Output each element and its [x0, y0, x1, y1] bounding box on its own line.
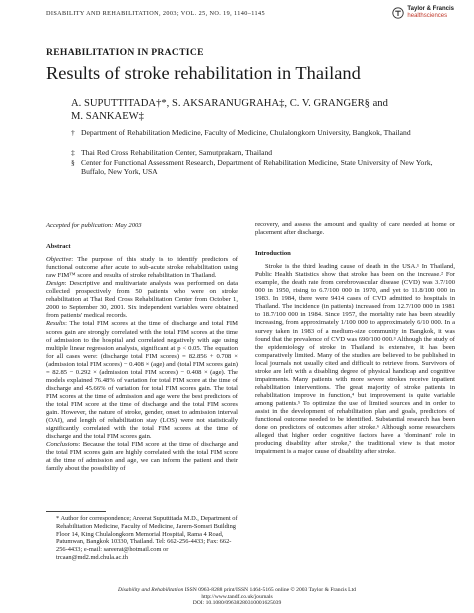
abstract-results: [46, 320, 238, 441]
abstract-heading: Abstract: [46, 243, 71, 251]
author-line-2: M. SANKAEW‡: [71, 111, 144, 122]
conclusions-text: : Because the total FIM score at the time of discharge and the total FIM scores gain are highly correlated with the total FIM score at the time of admission and age, we can inform the patient and their family about the possibility of: [46, 441, 238, 473]
left-column: [46, 222, 238, 473]
publisher-logo: [392, 6, 454, 19]
affiliation-symbol: ‡: [71, 148, 75, 157]
footnote-divider: [46, 511, 106, 512]
affiliation-text: Thai Red Cross Rehabilitation Center, Samutprakarn, Thailand: [81, 148, 273, 157]
results-label: Results: [46, 320, 66, 328]
objective-label: Objective: [46, 256, 72, 264]
author-list: [71, 97, 461, 123]
journal-issn: ISSN 0963-8288 print/ISSN 1464-5165 online © 2003 Taylor & Francis Ltd: [183, 587, 356, 593]
affiliation-symbol: §: [71, 158, 75, 167]
journal-title: Disability and Rehabilitation: [118, 587, 184, 593]
design-text: : Descriptive and multivariate analysis was performed on data collected prospectively from 50 patients who were on stroke rehabilitation at Thai Red Cross Rehabilitation Center from October 1, 2000 to September 30, 2001. Six independent variables were obtained from patients' medical records.: [46, 280, 238, 320]
article-title: Results of stroke rehabilitation in Thailand: [46, 63, 361, 83]
journal-info: [0, 587, 474, 607]
journal-issn-line: [0, 587, 474, 594]
running-header: DISABILITY AND REHABILITATION, 2003; VOL. 25, NO. 19, 1140–1145: [46, 10, 265, 17]
publisher-emblem-icon: [392, 7, 404, 19]
accepted-date: Accepted for publication: May 2003: [46, 222, 142, 229]
correspondence-footnote: [46, 515, 238, 562]
affiliation-3: [71, 158, 451, 177]
affiliation-text: Department of Rehabilitation Medicine, Faculty of Medicine, Chulalongkorn University, Bangkok, Thailand: [81, 128, 411, 137]
abstract-objective: [46, 256, 238, 280]
journal-doi: DOI: 10.1080/09638280310001625039: [192, 600, 282, 607]
affiliation-2: [71, 148, 451, 157]
publisher-imprint: healthsciences: [407, 12, 448, 19]
publisher-name: Taylor & Francis: [407, 6, 454, 12]
section-label: REHABILITATION IN PRACTICE: [46, 47, 204, 58]
results-text: : The total FIM scores at the time of discharge and total FIM scores gain are strongly correlated with the total FIM scores at the time of admission to the hospital and correlated negatively with age using multiple linear regression analysis, significant at p < 0.05. The equation for all cases were: (discharge total FIM scores) = 82.856 + 0.708 × (admission total FIM scores) − 0.408 × (age) and (total FIM scores gain) = 82.85 − 0.292 × (admission total FIM scores) − 0.408 × (age). The models explained 76.48% of variation for total FIM score at the time of discharge and 45.66% of variation for total FIM scores gain. The total FIM scores at the time of admission and age were the best predictors of the total FIM score at the time of discharge and the total FIM scores gain. However, the nature of stroke, gender, onset to admission interval (OAI), and length of rehabilitation stay (LOS) were not statistically significantly correlated with the total FIM scores at the time of discharge and the total FIM scores gain.: [46, 320, 238, 441]
conclusions-label: Conclusions: [46, 441, 79, 449]
affiliation-1: [71, 128, 451, 137]
journal-url: http://www.tandf.co.uk/journals: [201, 593, 273, 600]
footnote-marker: *: [56, 515, 60, 522]
abstract-design: [46, 280, 238, 320]
introduction-heading: Introduction: [255, 250, 291, 258]
author-line-1: A. SUPUTTITADA†*, S. AKSARANUGRAHA‡, C. V. GRANGER§ and: [71, 98, 388, 109]
objective-text: : The purpose of this study is to identify predictors of functional outcome after acute to sub-acute stroke rehabilitation using raw FIM™ score and results of stroke rehabilitation in Thailand.: [46, 256, 238, 280]
right-column: [255, 221, 455, 456]
affiliation-symbol: †: [71, 128, 75, 137]
abstract-conclusions: [46, 441, 238, 473]
introduction-text: Stroke is the third leading cause of death in the USA.¹ In Thailand, Public Health Statistics show that stroke has been on the increase.² For example, the death rate from cerebrovascular disease (CVD) was 3.7/100 000 in 1950, rising to 6.7/100 000 in 1970, and yet to 11.8/100 000 in 1983. In 1984, there were 9414 cases of CVD admitted to hospitals in Thailand. The incidence (in patients) increased from 12.7/100 000 in 1981 to 18.7/100 000 in 1984. Since 1957, the mortality rate has been steadily increasing, from approximately 1/100 000 to approximately 6/10 000. In a survey taken in 1983 of a medium-size community in Bangkok, it was found that the prevalence of CVD was 690/100 000.³ Although the study of the epidemiology of stroke in Thailand is extensive, it has been comparatively limited. Many of the studies are believed to be published in local journals not usually cited and difficult to retrieve from. Survivors of stroke are left with a disabling degree of physical handicap and cognitive impairments. Many patients with more severe strokes receive inpatient rehabilitation interventions. The great majority of stroke patients in rehabilitation improve in function,⁴ but improvement is quite variable among patients.⁵ To optimize the use of limited sources and in order to assist in the development of rehabilitation plan and goals, predictors of functional outcome needed to be identified. Substantial research has been done on predictors of outcomes after stroke.⁶ Although some researchers alleged that higher order cognitive factors have a 'dominant' role in producing disability after stroke,⁷ the traditional view is that motor impairment is a major cause of disability after stroke.: [255, 263, 455, 456]
design-label: Design: [46, 280, 65, 288]
footnote-text: Author for correspondence; Areerat Suputtitada M.D., Department of Rehabilitation Medicine, Faculty of Medicine, Jarern-Somsri Building Floor 14, King Chulalongkorn Memorial Hospital, Rama 4 Road, Patumwan, Bangkok 10330, Thailand. Tel: 662-256-4433; Fax: 662-256-4433; e-mail: sareerat@hotmail.com or trcaan@md2.md.chula.ac.th: [56, 515, 238, 561]
abstract-continuation: recovery, and assess the amount and quality of care needed at home or placement after discharge.: [255, 221, 455, 237]
affiliation-text: Center for Functional Assessment Research, Department of Rehabilitation Medicine, State University of New York, Buffalo, New York, USA: [81, 158, 433, 177]
